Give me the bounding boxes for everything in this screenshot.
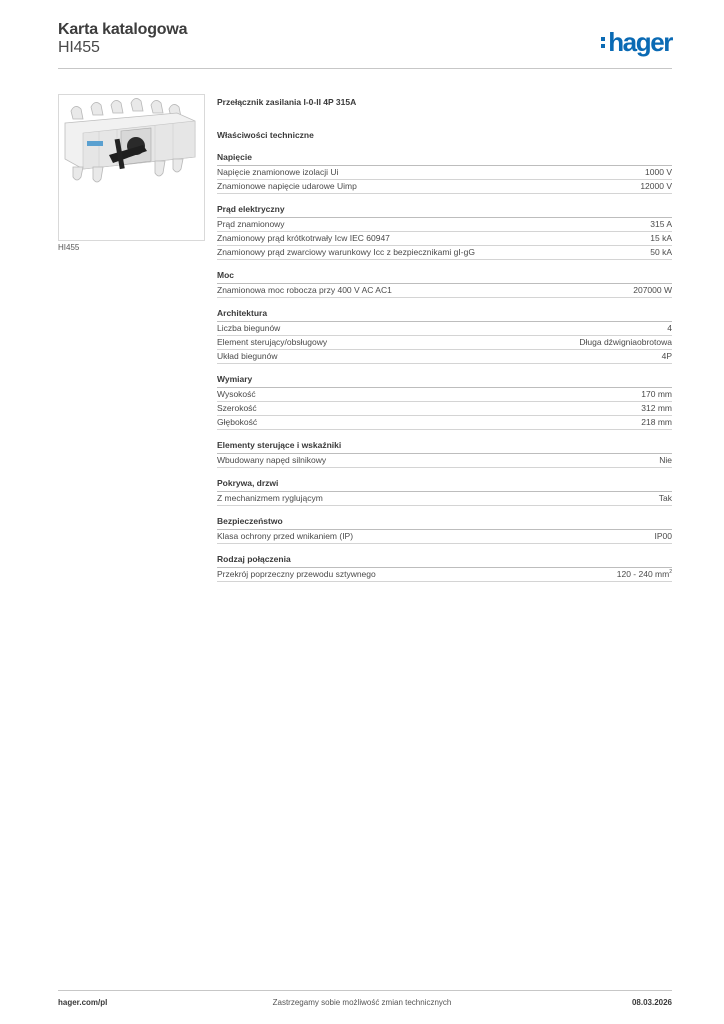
spec-value [659,454,672,467]
spec-value-text: 120 - 240 mm [616,569,670,579]
spec-row [217,388,672,402]
spec-group [217,468,672,506]
spec-label: Wysokość [217,389,256,399]
spec-label: Znamionowe napięcie udarowe Uimp [217,181,357,191]
spec-group [217,364,672,430]
spec-group-title: Napięcie [217,142,672,166]
page-header [58,21,672,69]
spec-group-title: Wymiary [217,364,672,388]
spec-label: Głębokość [217,417,258,427]
product-code: HI455 [58,39,100,56]
spec-value [662,350,672,363]
spec-row [217,336,672,350]
spec-row [217,350,672,364]
logo-text: hager [608,27,672,57]
spec-row [217,416,672,430]
spec-value-text: Długa dźwigniaobrotowa [579,337,672,347]
spec-value-text: 4P [661,351,672,361]
spec-label: Znamionowy prąd zwarciowy warunkowy Icc z bezpiecznikami gI-gG [217,247,475,257]
spec-row [217,166,672,180]
spec-value-text: IP00 [654,531,672,541]
spec-value-text: 312 mm [641,403,672,413]
spec-group-title: Moc [217,260,672,284]
spec-row [217,232,672,246]
spec-value-text: 50 kA [650,247,672,257]
spec-row [217,492,672,506]
spec-label: Prąd znamionowy [217,219,285,229]
spec-row [217,530,672,544]
spec-value [650,246,672,259]
spec-value [640,180,672,193]
spec-value [579,336,672,349]
spec-value [641,402,672,415]
spec-row [217,246,672,260]
spec-value-text: 315 A [650,219,672,229]
spec-row [217,284,672,298]
spec-value-text: 1000 V [645,167,672,177]
spec-label: Klasa ochrony przed wnikaniem (IP) [217,531,354,541]
spec-label: Układ biegunów [217,351,278,361]
spec-label: Wbudowany napęd silnikowy [217,455,327,465]
document-title: Karta katalogowa [58,21,188,38]
spec-value [650,232,672,245]
spec-value-text: 4 [667,323,672,333]
spec-label: Przekrój poprzeczny przewodu sztywnego [217,569,376,579]
header-divider [58,68,672,69]
spec-label: Napięcie znamionowe izolacji Ui [217,167,339,177]
spec-row [217,218,672,232]
spec-group [217,430,672,468]
logo-dots-icon [601,34,606,50]
spec-group [217,506,672,544]
spec-group-title: Rodzaj połączenia [217,544,672,568]
spec-label: Szerokość [217,403,257,413]
spec-group-title: Bezpieczeństwo [217,506,672,530]
spec-value-text: 207000 W [633,285,672,295]
spec-group [217,260,672,298]
spec-group [217,142,672,194]
spec-group [217,544,672,582]
spec-value-text: Nie [659,455,672,465]
spec-group-title: Pokrywa, drzwi [217,468,672,492]
specification-panel [217,96,672,582]
technical-properties-heading: Właściwości techniczne [217,130,314,140]
spec-value [633,284,672,297]
spec-row [217,402,672,416]
photo-caption: HI455 [58,243,80,252]
spec-group-title: Prąd elektryczny [217,194,672,218]
spec-value-text: 15 kA [650,233,672,243]
spec-value-text: 170 mm [641,389,672,399]
spec-value [641,416,672,429]
spec-value [667,322,672,335]
spec-group-title: Architektura [217,298,672,322]
spec-value [659,492,672,505]
spec-label: Z mechanizmem ryglującym [217,493,323,503]
spec-value [645,166,672,179]
spec-value-superscript: 2 [669,569,672,575]
footer-divider [58,990,672,991]
spec-row [217,180,672,194]
product-photo [58,94,205,241]
spec-row [217,454,672,468]
spec-value [650,218,672,231]
product-name: Przełącznik zasilania I-0-II 4P 315A [217,97,357,107]
spec-group [217,194,672,260]
spec-value [655,530,673,543]
footer-website-link[interactable]: hager.com/pl [58,998,108,1007]
spec-label: Element sterujący/obsługowy [217,337,328,347]
spec-row [217,322,672,336]
hager-logo[interactable] [601,27,672,57]
spec-row [217,568,672,582]
spec-value [641,388,672,401]
spec-group-title: Elementy sterujące i wskaźniki [217,430,672,454]
spec-label: Znamionowa moc robocza przy 400 V AC AC1 [217,285,392,295]
spec-value [617,568,672,581]
footer-date: 08.03.2026 [631,998,672,1007]
spec-value-text: 218 mm [641,417,672,427]
spec-value-text: 12000 V [640,181,672,191]
spec-groups [217,142,672,582]
footer-disclaimer: Zastrzegamy sobie możliwość zmian technicznych [272,998,452,1007]
spec-value-text: Tak [658,493,672,503]
switch-disconnector-image [59,95,204,240]
spec-label: Znamionowy prąd krótkotrwały Icw IEC 60947 [217,233,390,243]
spec-label: Liczba biegunów [217,323,281,333]
spec-group [217,298,672,364]
